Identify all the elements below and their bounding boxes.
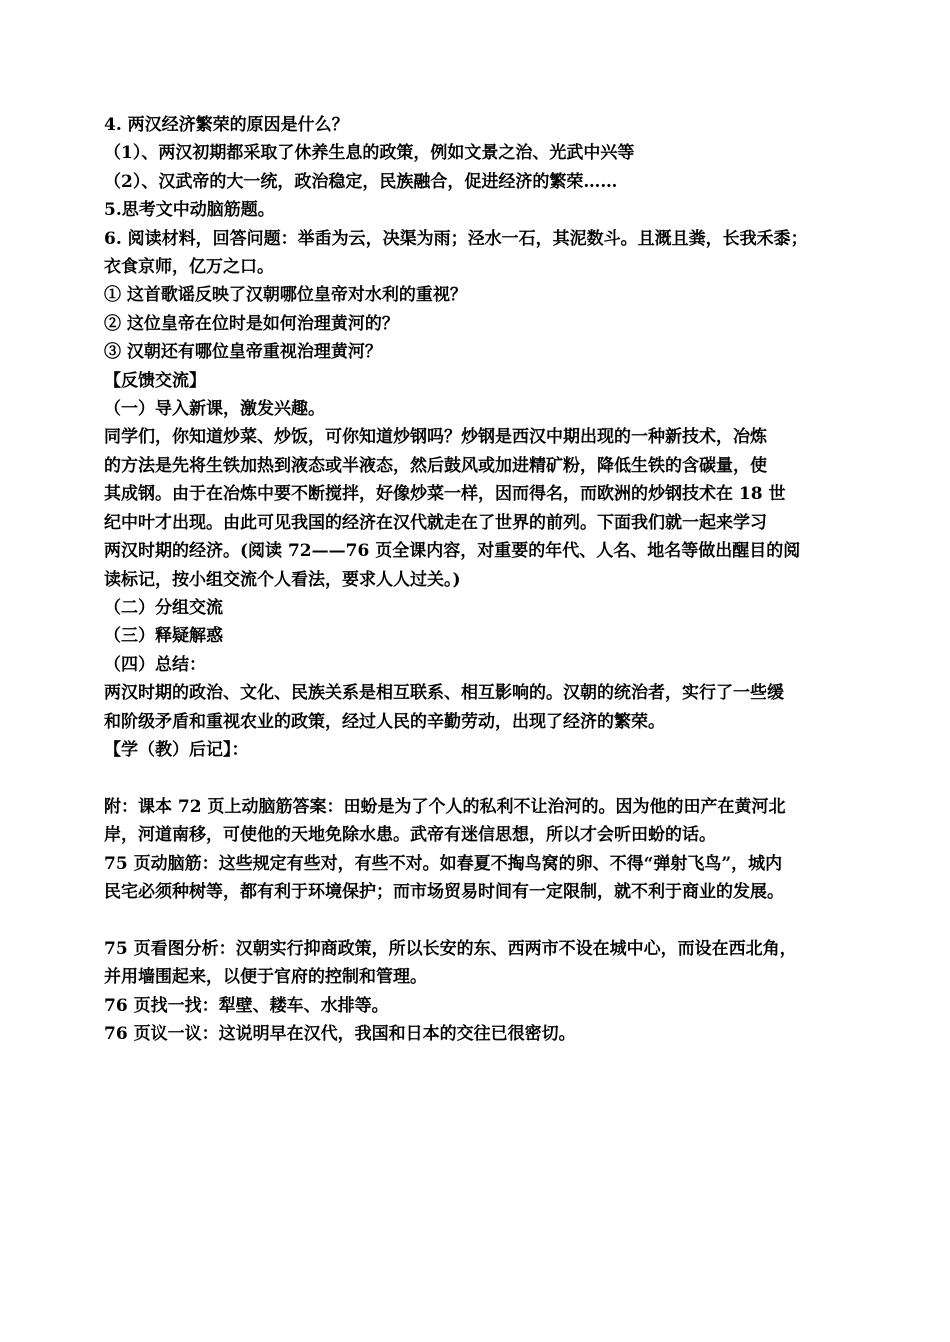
question-6-line-2: 衣食京师，亿万之口。 <box>104 257 274 278</box>
feedback-heading: 【反馈交流】 <box>104 370 206 391</box>
intro-line: 两汉时期的经济。(阅读 72——76 页全课内容，对重要的年代、人名、地名等做出醒目的阅 <box>104 541 801 562</box>
feedback-step-1: （一）导入新课，激发兴趣。 <box>104 399 325 420</box>
question-4-title: 4. 两汉经济繁荣的原因是什么？ <box>104 115 349 135</box>
intro-line: 其成钢。由于在冶炼中要不断搅拌，好像炒菜一样，因而得名，而欧洲的炒钢技术在 18 世 <box>104 484 786 505</box>
feedback-step-4: （四）总结： <box>104 654 206 675</box>
appendix-p76a: 76 页找一找：犁壁、耧车、水排等。 <box>104 995 389 1016</box>
appendix-p76b: 76 页议一议：这说明早在汉代，我国和日本的交往已很密切。 <box>104 1023 576 1044</box>
intro-line: 的方法是先将生铁加热到液态或半液态，然后鼓风或加进精矿粉，降低生铁的含碳量，使 <box>104 455 767 476</box>
intro-line: 纪中叶才出现。由此可见我国的经济在汉代就走在了世界的前列。下面我们就一起来学习 <box>104 512 767 533</box>
question-6-sub-2: ② 这位皇帝在位时是如何治理黄河的？ <box>104 313 399 334</box>
intro-line: 读标记，按小组交流个人看法，要求人人过关。) <box>104 569 461 590</box>
question-6-line-1: 6. 阅读材料，回答问题：举臿为云，决渠为雨；泾水一石，其泥数斗。且溉且粪，长我禾黍； <box>104 228 808 249</box>
blank-line <box>104 906 860 934</box>
question-4-answer-1: （1）、两汉初期都采取了休养生息的政策，例如文景之治、光武中兴等 <box>104 143 635 164</box>
document-page <box>104 111 860 1048</box>
postscript-heading: 【学（教）后记】： <box>104 739 249 760</box>
appendix-p75a-line: 民宅必须种树等，都有利于环境保护；而市场贸易时间有一定限制，就不利于商业的发展。 <box>104 881 784 902</box>
intro-line: 同学们，你知道炒菜、炒饭，可你知道炒钢吗？炒钢是西汉中期出现的一种新技术，冶炼 <box>104 427 767 448</box>
appendix-p72-line: 附：课本 72 页上动脑筋答案：田蚡是为了个人的私利不让治河的。因为他的田产在黄河北 <box>104 796 786 817</box>
appendix-p75b-line: 并用墙围起来，以便于官府的控制和管理。 <box>104 967 427 988</box>
summary-line: 两汉时期的政治、文化、民族关系是相互联系、相互影响的。汉朝的统治者，实行了一些缓 <box>104 683 784 704</box>
question-5: 5.思考文中动脑筋题。 <box>104 200 275 221</box>
question-6-sub-3: ③ 汉朝还有哪位皇帝重视治理黄河？ <box>104 342 382 363</box>
feedback-step-2: （二）分组交流 <box>104 597 223 618</box>
question-6-sub-1: ① 这首歌谣反映了汉朝哪位皇帝对水利的重视？ <box>104 285 467 306</box>
summary-line: 和阶级矛盾和重视农业的政策，经过人民的辛勤劳动，出现了经济的繁荣。 <box>104 711 665 732</box>
appendix-p75b-line: 75 页看图分析：汉朝实行抑商政策，所以长安的东、西两市不设在城中心，而设在西北角， <box>104 938 797 959</box>
question-4-answer-2: （2）、汉武帝的大一统，政治稳定，民族融合，促进经济的繁荣…… <box>104 171 618 192</box>
appendix-p72-line: 岸，河道南移，可使他的天地免除水患。武帝有迷信思想，所以才会听田蚡的话。 <box>104 825 716 846</box>
appendix-p75a-line: 75 页动脑筋：这些规定有些对，有些不对。如春夏不掏鸟窝的卵、不得“弹射飞鸟”，城内 <box>104 853 783 874</box>
blank-line <box>104 764 860 792</box>
feedback-step-3: （三）释疑解惑 <box>104 626 223 647</box>
